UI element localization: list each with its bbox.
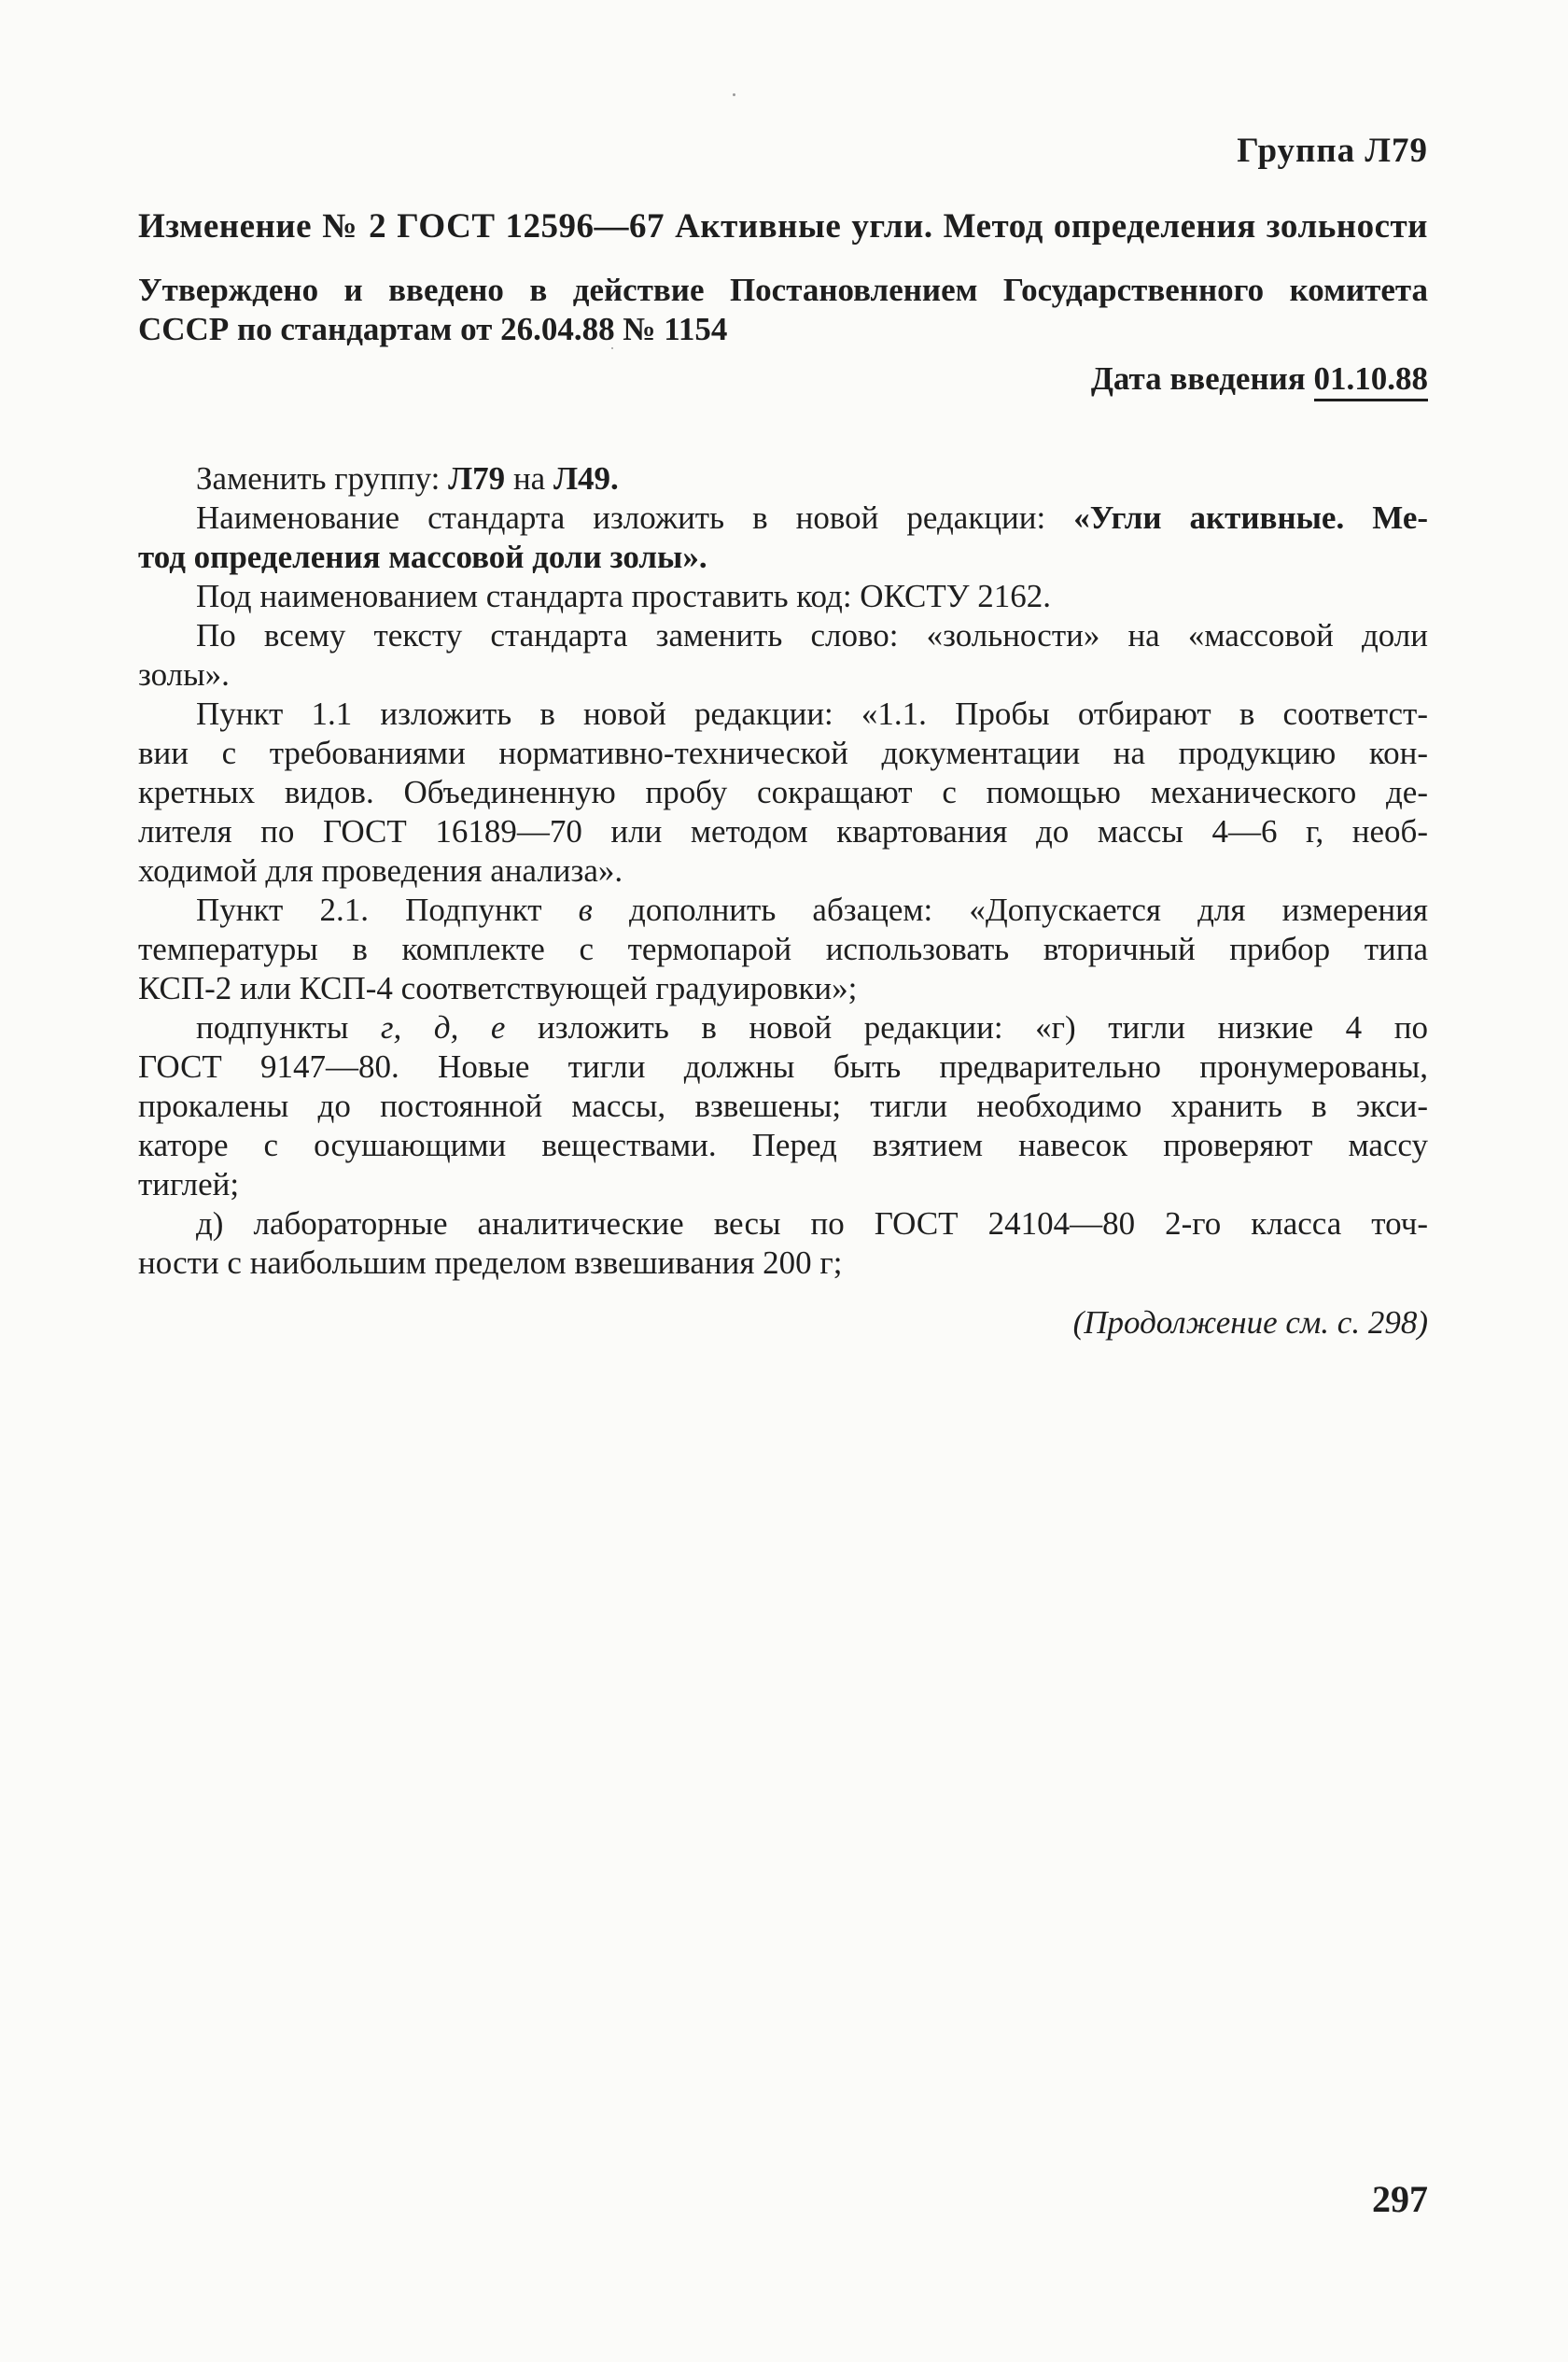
text-line: кретных видов. Объединенную пробу сокращают с помощью механического де- xyxy=(138,774,1428,810)
text-line: температуры в комплекте с термопарой использовать вторичный прибор типа xyxy=(138,931,1428,967)
text-line: лителя по ГОСТ 16189—70 или методом квартования до массы 4—6 г, необ- xyxy=(138,813,1428,850)
text-line: По всему тексту стандарта заменить слово: «зольности» на «массовой доли xyxy=(196,617,1428,654)
paragraph-scales xyxy=(138,1204,1428,1283)
approval-line-1: Утверждено и введено в действие Постановлением Государственного комитета xyxy=(138,272,1428,308)
scan-speck xyxy=(611,347,613,349)
text-line: каторе с осушающими веществами. Перед взятием навесок проверяют массу xyxy=(138,1127,1428,1163)
document-page xyxy=(138,131,1428,1343)
text-span: Заменить группу: xyxy=(196,460,449,497)
paragraph-group-change xyxy=(138,459,1428,499)
text-span: Наименование стандарта изложить в новой редакции: xyxy=(196,499,1074,536)
text-line: золы». xyxy=(138,656,230,693)
text-span: на xyxy=(505,460,553,497)
text-line: вии с требованиями нормативно-технической документации на продукцию кон- xyxy=(138,735,1428,771)
group-label: Группа Л79 xyxy=(1237,132,1428,170)
text-span-bold: «Угли активные. Ме- xyxy=(1073,499,1429,536)
effective-date-label: Дата введения xyxy=(1090,360,1314,397)
text-line: д) лабораторные аналитические весы по ГОСТ 24104—80 2-го класса точ- xyxy=(196,1205,1428,1242)
paragraph-subitems xyxy=(138,1008,1428,1204)
text-line: ности с наибольшим пределом взвешивания 200 г; xyxy=(138,1244,843,1281)
text-span: подпункты xyxy=(196,1009,381,1046)
text-line: ГОСТ 9147—80. Новые тигли должны быть предварительно пронумерованы, xyxy=(138,1048,1428,1085)
text-line: ходимой для проведения анализа». xyxy=(138,852,623,889)
text-line: КСП-2 или КСП-4 соответствующей градуировки»; xyxy=(138,970,858,1006)
effective-date xyxy=(138,360,1428,398)
paragraph-item-1-1 xyxy=(138,695,1428,891)
amendment-body xyxy=(138,459,1428,1343)
text-span-bold: Л49. xyxy=(553,460,619,497)
continuation-note: (Продолжение см. с. 298) xyxy=(1072,1304,1428,1341)
text-line: прокалены до постоянной массы, взвешены; тигли необходимо хранить в экси- xyxy=(138,1088,1428,1124)
approval-statement xyxy=(138,271,1428,349)
document-title: Изменение № 2 ГОСТ 12596—67 Активные угли. Метод определения зольности xyxy=(138,207,1428,246)
paragraph-okstu-code: Под наименованием стандарта проставить код: ОКСТУ 2162. xyxy=(196,578,1052,614)
text-line xyxy=(138,499,1428,538)
text-span: дополнить абзацем: «Допускается для измерения xyxy=(592,892,1428,928)
text-line xyxy=(138,891,1428,930)
paragraph-term-replace xyxy=(138,616,1428,695)
text-line: Пункт 1.1 изложить в новой редакции: «1.1. Пробы отбирают в соответст- xyxy=(196,696,1428,732)
effective-date-value: 01.10.88 xyxy=(1314,360,1429,401)
text-line-bold: тод определения массовой доли золы». xyxy=(138,539,707,575)
approval-line-2: СССР по стандартам от 26.04.88 № 1154 xyxy=(138,311,728,347)
text-span: Пункт 2.1. Подпункт xyxy=(196,892,579,928)
page-number: 297 xyxy=(1372,2178,1428,2220)
paragraph-item-2-1 xyxy=(138,891,1428,1008)
text-span-italic: г, д, е xyxy=(380,1009,506,1046)
paragraph-standard-name xyxy=(138,499,1428,577)
text-span-bold: Л79 xyxy=(448,460,506,497)
text-line xyxy=(138,1008,1428,1047)
text-span-italic: в xyxy=(578,892,593,928)
scan-speck xyxy=(733,93,735,96)
text-span: изложить в новой редакции: «г) тигли низкие 4 по xyxy=(505,1009,1428,1046)
text-line: тиглей; xyxy=(138,1166,240,1202)
